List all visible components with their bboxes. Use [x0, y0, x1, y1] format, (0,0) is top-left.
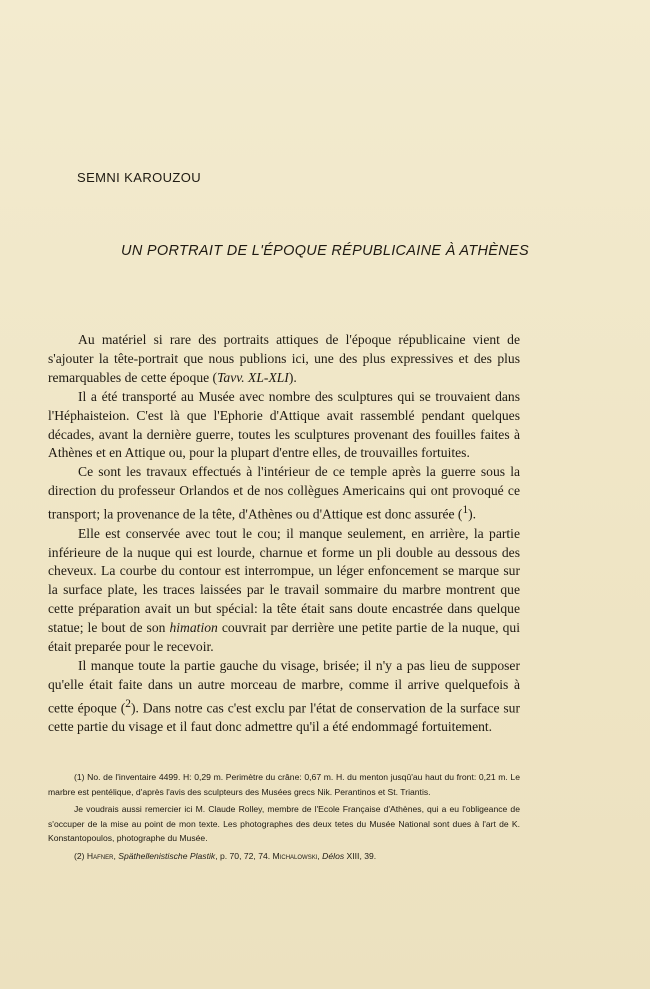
citation-work-hafner: Späthellenistische Plastik — [118, 850, 216, 861]
paragraph-1 — [48, 331, 520, 388]
paragraph-3 — [48, 463, 520, 524]
footnote-1: (1) No. de l'inventaire 4499. H: 0,29 m. Perimètre du crâne: 0,67 m. H. du menton jusqû'au haut du front: 0,21 m. Le marbre est pentélique, d'après l'avis des sculpteurs des Musées grecs Nik. Perantinos et St. Triantis. — [48, 772, 520, 797]
paragraph-1-text: Au matériel si rare des portraits attiques de l'époque républicaine vient de s'ajouter la tête-portrait que nous publions ici, une des plus expressives et des plus remarquables de cette époque ( — [48, 332, 520, 385]
plates-reference: Tavv. XL-XLI — [217, 369, 289, 385]
paragraph-4-text: Elle est conservée avec tout le cou; il manque seulement, en arrière, la partie inférieure de la nuque qui est lourde, charnue et forme un pli double au dessous des cheveux. La courbe du contour est interrompue, un léger enfoncement se marque sur la surface plate, les traces laissées par le travail sommaire du marbre montrent que cette préparation avait un but spécial: la tête était sans doute encastrée dans quelque statue; le bout de son — [48, 525, 520, 636]
footnotes — [48, 770, 520, 867]
footnote-ref-1: 1 — [462, 504, 469, 517]
paragraph-3-end: ). — [468, 506, 477, 522]
paragraph-4 — [48, 525, 520, 657]
paragraph-1-end: ). — [288, 369, 297, 385]
citation-author-hafner: Hafner — [86, 850, 114, 861]
article-body — [48, 331, 520, 737]
citation-work-delos: Délos — [322, 850, 345, 861]
article-title: UN PORTRAIT DE L'ÉPOQUE RÉPUBLICAINE À ATHÈNES — [121, 243, 529, 259]
himation-term: himation — [169, 620, 218, 636]
footnote-ref-2: 2 — [125, 697, 131, 710]
paragraph-4-end: couvrait par derrière une petite partie de la nuque, qui était preparée pour le recevoir. — [48, 620, 520, 655]
footnote-acknowledgment: Je voudrais aussi remercier ici M. Claude Rolley, membre de l'Ecole Française d'Athènes, qui a eu l'obligeance de s'occuper de la mise au point de mon texte. Les photographes des deux tetes du Musée National sont dues à l'art de K. Konstantopoulos, photographe du Musée. — [48, 804, 520, 844]
paragraph-2: Il a été transporté au Musée avec nombre des sculptures qui se trouvaient dans l'Héphaisteion. C'est là que l'Ephorie d'Attique avait rassemblé pendant quelques décades, avant la dernière guerre, toutes les sculptures provenant des fouilles faites à Athènes et en Attique ou, pour la plupart d'entre elles, de trouvailles fortuites. — [48, 388, 520, 461]
author-name: SEMNI KAROUZOU — [77, 170, 202, 185]
paragraph-5-end: ). Dans notre cas c'est exclu par l'état de conservation de la surface sur cette partie du visage et il faut donc admettre qu'il a été endommagé fortuitement. — [48, 700, 521, 735]
citation-volume-delos: XIII, 39. — [344, 850, 377, 861]
citation-separator: , — [317, 850, 323, 861]
citation-separator: , — [113, 850, 119, 861]
footnote-2 — [48, 849, 520, 864]
citation-pages-hafner: , p. 70, 72, 74. — [215, 850, 273, 861]
paragraph-3-text: Ce sont les travaux effectués à l'intérieur de ce temple après la guerre sous la direction du professeur Orlandos et de nos collègues Americains qui ont provoqué ce transport; la provenance de la tête, d'Athènes ou d'Attique est donc assurée ( — [48, 464, 520, 522]
paragraph-5 — [48, 657, 520, 737]
citation-author-michalowski: Michalowski — [272, 850, 318, 861]
footnote-2-number: (2) — [74, 850, 87, 861]
paragraph-5-text: Il manque toute la partie gauche du visage, brisée; il n'y a pas lieu de supposer qu'elle était faite dans un autre morceau de marbre, comme il arrive quelquefois à cette époque ( — [48, 657, 520, 716]
